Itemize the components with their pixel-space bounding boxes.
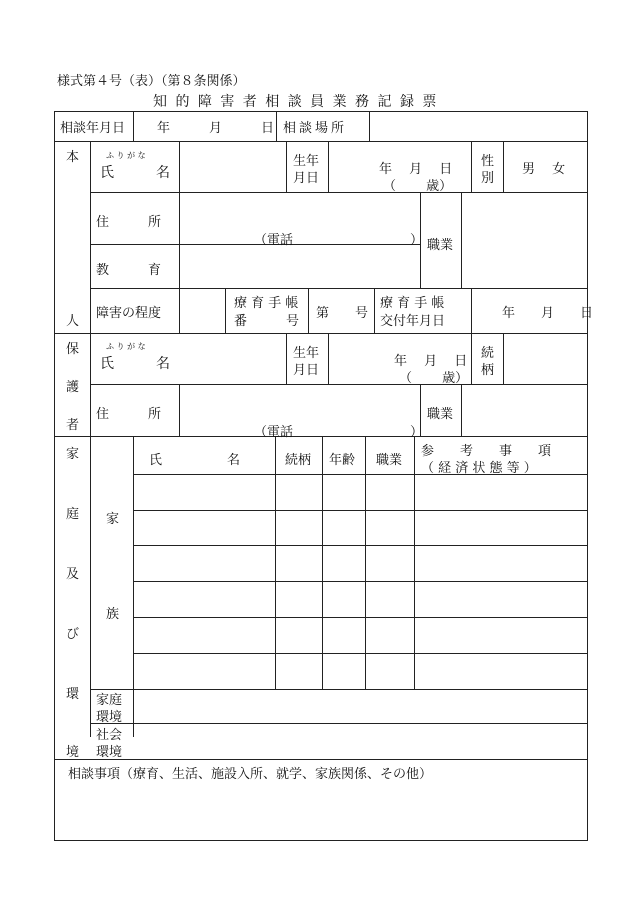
- ryoiku-date-field[interactable]: 年 月 日: [502, 306, 594, 321]
- family-col-age: 年齢: [329, 453, 356, 468]
- person-sex-options[interactable]: 男 女: [522, 162, 566, 177]
- family-inner-label-1: 家: [106, 512, 120, 527]
- person-sex-label-1: 性: [481, 154, 495, 169]
- person-side-label-bottom: 人: [66, 314, 80, 329]
- guardian-side-label-1: 保: [66, 342, 80, 357]
- guardian-relation-label-2: 柄: [481, 363, 495, 378]
- person-sex-label-2: 別: [481, 171, 495, 186]
- consult-notes-label: 相談事項（療育、生活、施設入所、就学、家族関係、その他）: [68, 767, 433, 782]
- person-age-field[interactable]: （ 歳）: [383, 179, 453, 194]
- person-name-label: 氏 名: [100, 165, 170, 181]
- guardian-phone-field[interactable]: （電話 ）: [254, 425, 424, 440]
- guardian-job-label: 職業: [427, 407, 454, 422]
- person-birth-label-1: 生年: [293, 154, 320, 169]
- home-env-field[interactable]: [135, 691, 585, 721]
- person-job-label: 職業: [427, 238, 454, 253]
- home-env-label-1: 家庭: [96, 693, 123, 708]
- guardian-address-label: 住 所: [96, 407, 162, 422]
- family-col-name: 氏 名: [149, 453, 241, 468]
- guardian-birth-label-2: 月日: [293, 363, 320, 378]
- guardian-birth-field[interactable]: 年 月 日: [394, 354, 468, 369]
- disability-level-field[interactable]: [181, 290, 223, 331]
- ryoiku-number-field[interactable]: 第 号: [316, 306, 369, 321]
- person-birth-label-2: 月日: [293, 171, 320, 186]
- guardian-name-field[interactable]: [181, 335, 284, 382]
- guardian-side-label-3: 者: [66, 418, 80, 433]
- consult-notes-field[interactable]: [57, 782, 585, 838]
- social-env-field[interactable]: [135, 725, 585, 757]
- consult-date-label: 相談年月日: [60, 121, 126, 136]
- person-side-label-top: 本: [66, 150, 80, 165]
- family-col-relation: 続柄: [285, 453, 312, 468]
- consult-place-label: 相談場所: [283, 121, 348, 136]
- guardian-relation-label-1: 続: [481, 346, 495, 361]
- family-side-label-3: 及: [66, 567, 80, 582]
- family-side-label-1: 家: [66, 447, 80, 462]
- form-number: 様式第４号（表）（第８条関係）: [57, 74, 246, 89]
- person-education-label: 教 育: [96, 263, 162, 278]
- person-birth-field[interactable]: 年 月 日: [379, 162, 453, 177]
- family-side-label-4: び: [66, 627, 80, 642]
- family-col-job: 職業: [376, 453, 403, 468]
- family-side-label-5: 環: [66, 687, 80, 702]
- person-name-field[interactable]: [181, 143, 284, 190]
- guardian-age-field[interactable]: （ 歳）: [399, 371, 469, 386]
- person-furigana-label: ふ り が な: [106, 151, 146, 160]
- guardian-birth-label-1: 生年: [293, 346, 320, 361]
- family-side-label-2: 庭: [66, 507, 80, 522]
- ryoiku-date-label-1: 療 育 手 帳: [380, 296, 445, 311]
- home-env-label-2: 環境: [96, 710, 123, 725]
- family-side-label-6: 境: [66, 745, 80, 760]
- disability-level-label: 障害の程度: [96, 306, 162, 321]
- person-address-label: 住 所: [96, 215, 162, 230]
- ryoiku-number-label-2: 番 号: [234, 314, 300, 329]
- guardian-name-label: 氏 名: [100, 356, 170, 372]
- person-phone-field[interactable]: （電話 ）: [254, 233, 424, 248]
- social-env-label-2: 環境: [96, 745, 123, 760]
- consult-place-field[interactable]: [372, 113, 585, 139]
- social-env-label-1: 社会: [96, 728, 123, 743]
- guardian-side-label-2: 護: [66, 380, 80, 395]
- family-col-notes-1: 参 考 事 項: [421, 444, 552, 459]
- guardian-furigana-label: ふ り が な: [106, 342, 146, 351]
- person-job-field[interactable]: [463, 194, 585, 286]
- family-inner-label-2: 族: [106, 607, 120, 622]
- guardian-relation-field[interactable]: [505, 335, 585, 382]
- ryoiku-number-label-1: 療 育 手 帳: [234, 296, 299, 311]
- consult-date-field[interactable]: 年 月 日: [157, 121, 275, 136]
- family-col-notes-2: （ 経 済 状 態 等 ）: [421, 461, 537, 476]
- ryoiku-date-label-2: 交付年月日: [380, 314, 446, 329]
- form-title: 知 的 障 害 者 相 談 員 業 務 記 録 票: [153, 94, 439, 110]
- guardian-job-field[interactable]: [463, 386, 585, 434]
- person-education-field[interactable]: [181, 246, 418, 286]
